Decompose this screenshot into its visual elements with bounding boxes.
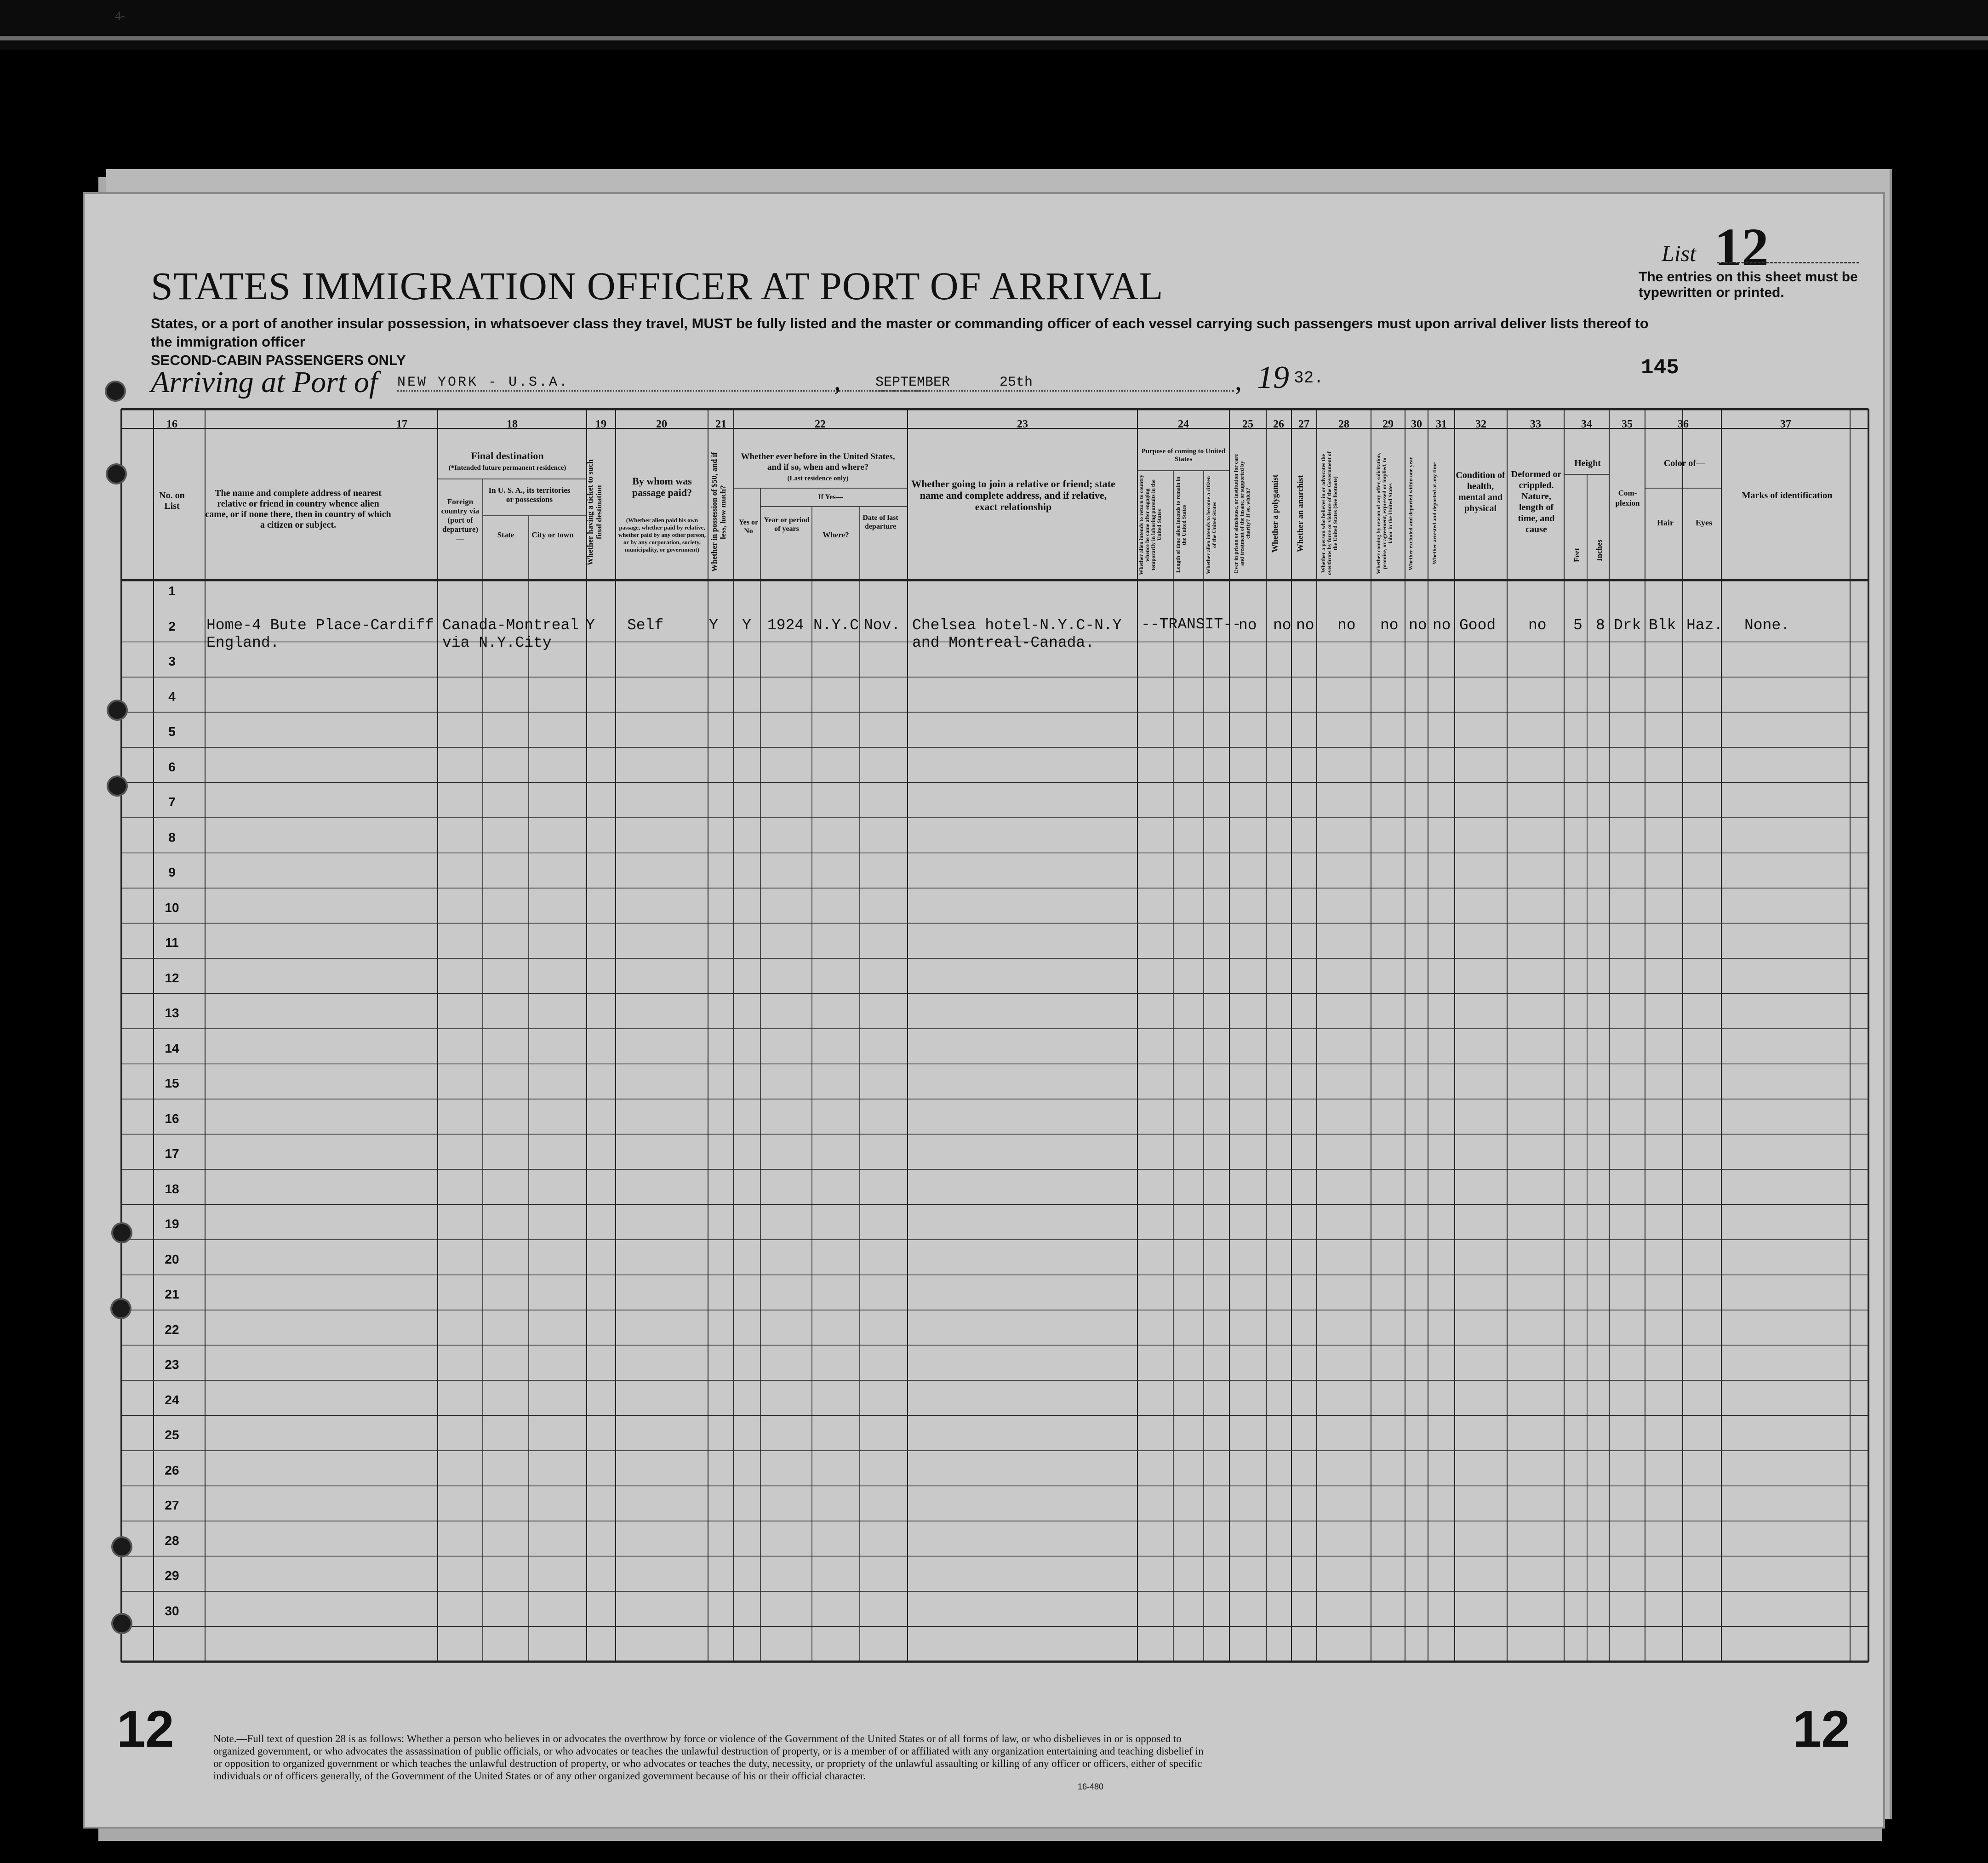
header-final-destination-sub: (*Intended future permanent residence) — [448, 464, 566, 472]
punch-hole — [107, 382, 124, 400]
column-number: 32 — [1475, 418, 1486, 430]
column-number: 22 — [815, 418, 826, 430]
header-prison: Ever in prison or almshouse, or institution for care and treatment of the insane, or supported by charity? If so, which? — [1233, 454, 1251, 573]
arriving-label: Arriving at Port of — [151, 365, 378, 399]
punch-hole — [113, 1538, 131, 1555]
header-if-yes: If Yes— — [818, 493, 843, 501]
entry-marks: None. — [1744, 617, 1790, 634]
header-health: Condition of health, mental and physical — [1456, 470, 1505, 513]
port-value: NEW YORK - U.S.A. — [397, 375, 926, 392]
column-number: 35 — [1622, 418, 1633, 430]
header-state: State — [497, 530, 514, 539]
header-no-on-list: No. on List — [159, 490, 185, 511]
header-date-departure: Date of last departure — [863, 514, 898, 530]
column-number: 36 — [1678, 418, 1689, 430]
header-where: Where? — [823, 530, 849, 539]
manifest-sheet — [83, 192, 1885, 1829]
day-value: 25th — [1000, 375, 1033, 390]
row-number: 17 — [165, 1146, 179, 1161]
entries-note: The entries on this sheet must be typewritten or printed. — [1639, 269, 1858, 300]
header-deformed: Deformed or crippled. Nature, length of time, and cause — [1511, 469, 1562, 535]
column-number: 23 — [1017, 418, 1028, 430]
entry-hair: Blk — [1649, 617, 1676, 634]
header-labor-offer: Whether coming by reason of any offer, solicitation, promise, or agreement, expressed or implied, to labor in the United States — [1375, 452, 1394, 575]
entry-deformed: no — [1528, 617, 1547, 634]
row-number: 11 — [165, 935, 179, 950]
row-number: 13 — [165, 1006, 179, 1020]
scan-top-band — [0, 0, 1988, 50]
row-number: 12 — [165, 970, 179, 985]
row-number: 14 — [165, 1041, 179, 1055]
corner-list-number-left: 12 — [117, 1700, 174, 1758]
header-overthrow: Whether a person who believes in or advocates the overthrow by force or violence of the Government of the United States (See footnote) — [1320, 451, 1338, 575]
entry-has-50: Y — [709, 617, 718, 634]
form-code: 16-480 — [1078, 1782, 1104, 1791]
header-year: Year or period of years — [764, 516, 810, 533]
entry-complexion: Drk — [1614, 617, 1641, 634]
entry-purpose: --TRANSIT-- — [1141, 616, 1241, 633]
punch-hole — [113, 1224, 131, 1242]
header-eyes: Eyes — [1696, 518, 1712, 527]
column-number: 24 — [1178, 418, 1189, 430]
row-number: 2 — [168, 619, 176, 633]
table-grid — [85, 194, 1885, 1829]
column-number: 19 — [595, 418, 606, 430]
entry-where: N.Y.C — [813, 617, 859, 634]
header-final-destination: Final destination — [471, 450, 544, 461]
row-number: 1 — [168, 584, 176, 598]
month-value: SEPTEMBER — [875, 375, 1234, 392]
header-anarchist: Whether an anarchist — [1296, 475, 1305, 552]
corner-list-number-right: 12 — [1793, 1700, 1850, 1758]
punch-hole — [112, 1300, 130, 1317]
row-number: 15 — [165, 1076, 179, 1090]
row-number: 21 — [165, 1287, 179, 1301]
footnote-question-28: Note.—Full text of question 28 is as follows: Whether a person who believes in or advocates the overthrow by force or violence of the Government of the United States or of all forms of law, or who disbelieves in or is opposed to organized government, or who advocates the assassination of public officials, or who advocates or teaches the unlawful destruction of property, or is a member of or affiliated with any organization entertaining and teaching disbelief in or opposition to organized government or which teaches the unlawful destruction of property, or who advocates or teaches the duty, necessity, or propriety of the unlawful assaulting or killing of any officer or officers, either of specific individuals or of officers generally, of the Government of the United States or of any other organized government because of his or their official character. — [213, 1733, 1204, 1782]
entry-feet: 5 — [1573, 617, 1582, 634]
column-number: 20 — [656, 418, 667, 430]
entry-relative-line2: and Montreal-Canada. — [912, 634, 1095, 651]
header-marks: Marks of identification — [1742, 490, 1833, 501]
header-join-relative: Whether going to join a relative or friend; state name and complete address, and if relative, exact relationship — [911, 478, 1115, 513]
row-number: 8 — [168, 830, 176, 844]
header-excluded: Whether excluded and deported within one year — [1407, 456, 1414, 570]
row-number: 16 — [165, 1111, 179, 1126]
column-number: 33 — [1530, 418, 1541, 430]
header-purpose: Purpose of coming to United States — [1141, 448, 1226, 463]
header-color-of: Color of— — [1663, 458, 1706, 468]
row-number: 3 — [168, 654, 176, 668]
list-number: 12 — [1714, 217, 1769, 277]
entry-health: Good — [1459, 617, 1496, 634]
header-purpose-a: Whether alien intends to return to country whence he came after engaging temporarily in laboring pursuits in the United States — [1138, 474, 1162, 575]
column-number: 25 — [1242, 418, 1253, 430]
row-number: 5 — [168, 724, 176, 739]
header-purpose-c: Whether alien intends to become a citizen of the United States — [1205, 476, 1217, 574]
comma: , — [1235, 365, 1242, 396]
column-number: 37 — [1780, 418, 1791, 430]
column-number: 26 — [1273, 418, 1284, 430]
header-city: City or town — [531, 530, 574, 539]
column-number: 27 — [1298, 418, 1309, 430]
entry-polygamist: no — [1273, 617, 1291, 634]
punch-hole — [109, 701, 126, 719]
header-complexion: Com- plexion — [1615, 489, 1640, 507]
punch-hole — [108, 465, 125, 483]
entry-ticket: Y — [586, 617, 595, 634]
header-in-usa: In U. S. A., its territories or possessions — [488, 486, 571, 504]
entry-address-line2: England. — [206, 634, 280, 651]
row-number: 29 — [165, 1568, 179, 1583]
row-number: 20 — [165, 1252, 179, 1266]
entry-year: 1924 — [767, 617, 804, 634]
column-number: 17 — [396, 418, 407, 430]
header-ever-before: Whether ever before in the United States, and if so, when and where? — [741, 452, 895, 472]
entry-overthrow: no — [1337, 617, 1356, 634]
row-number: 6 — [168, 759, 176, 774]
header-passage-paid: By whom was passage paid? — [632, 475, 692, 498]
entry-paid-by: Self — [627, 617, 664, 634]
entry-arrested: no — [1433, 617, 1451, 634]
entry-inches: 8 — [1596, 617, 1605, 634]
row-number: 26 — [165, 1463, 179, 1477]
column-number: 16 — [166, 418, 177, 430]
column-number: 18 — [507, 418, 518, 430]
entry-address-line1: Home-4 Bute Place-Cardiff — [206, 617, 434, 634]
year-prefix: 19 — [1257, 360, 1289, 395]
column-number: 21 — [715, 418, 726, 430]
column-number: 34 — [1581, 418, 1592, 430]
column-number: 30 — [1411, 418, 1422, 430]
entry-relative-line1: Chelsea hotel-N.Y.C-N.Y — [912, 617, 1122, 634]
row-number: 7 — [168, 795, 176, 809]
header-inches: Inches — [1595, 539, 1604, 561]
row-number: 28 — [165, 1533, 179, 1548]
sheet-number: 145 — [1641, 356, 1679, 380]
year-suffix: 32. — [1294, 369, 1324, 387]
entry-anarchist: no — [1296, 617, 1314, 634]
entry-before-yes: Y — [742, 617, 751, 634]
entry-foreign-line1: Canada-Montreal — [442, 617, 579, 634]
entry-date-departure: Nov. — [864, 617, 901, 634]
row-number: 24 — [165, 1392, 179, 1407]
row-number: 9 — [168, 865, 176, 879]
instruction-line-1: States, or a port of another insular possession, in whatsoever class they travel, MUST be fully listed and the master or commanding officer of each vessel carrying such passengers must upon arrival deliver lists thereof to the immigration officer — [151, 315, 1649, 350]
header-feet: Feet — [1572, 547, 1581, 562]
entry-prison: no — [1239, 617, 1257, 634]
instruction-line-2: SECOND-CABIN PASSENGERS ONLY — [151, 352, 406, 368]
header-polygamist: Whether a polygamist — [1270, 474, 1280, 553]
row-number: 10 — [165, 900, 179, 915]
column-number: 31 — [1436, 418, 1447, 430]
header-purpose-b: Length of time alien intends to remain in the United States — [1175, 477, 1187, 573]
header-ticket: Whether having a ticket to such final destination — [586, 459, 603, 565]
scan-top-line — [0, 36, 1988, 40]
header-possession-50: Whether in possession of $50, and if less, how much? — [710, 452, 727, 572]
header-passage-paid-note: (Whether alien paid his own passage, whether paid by relative, whether paid by any other person, or by any corporation, society, municipality, or government) — [618, 517, 706, 553]
punch-hole — [113, 1615, 131, 1632]
comma: , — [834, 365, 841, 396]
header-yes-no: Yes or No — [738, 518, 759, 535]
row-number: 30 — [165, 1603, 179, 1618]
entry-eyes: Haz. — [1686, 617, 1723, 634]
header-foreign-country: Foreign country via (port of departure)— — [441, 497, 480, 543]
column-number: 28 — [1338, 418, 1349, 430]
row-number: 19 — [165, 1217, 179, 1231]
row-number: 4 — [168, 689, 176, 704]
header-last-residence: (Last residence only) — [787, 475, 849, 482]
row-number: 18 — [165, 1181, 179, 1196]
header-arrested: Whether arrested and deported at any time — [1431, 462, 1438, 565]
row-number: 22 — [165, 1322, 179, 1337]
row-number: 23 — [165, 1357, 179, 1372]
column-number: 29 — [1382, 418, 1394, 430]
entry-labor-offer: no — [1380, 617, 1399, 634]
header-hair: Hair — [1657, 518, 1674, 527]
entry-excluded: no — [1409, 617, 1427, 634]
list-label: List — [1662, 240, 1697, 266]
header-height: Height — [1574, 458, 1601, 468]
fold-mark: 4- — [115, 9, 125, 23]
row-number: 25 — [165, 1428, 179, 1442]
punch-hole — [109, 777, 126, 795]
header-nearest-relative: The name and complete address of nearest relative or friend in country whence alien came, or if none there, then in country of which a citizen or subject. — [205, 488, 391, 530]
entry-foreign-line2: via N.Y.City — [442, 634, 552, 651]
row-number: 27 — [165, 1498, 179, 1512]
page-title: STATES IMMIGRATION OFFICER AT PORT OF ARRIVAL — [151, 264, 1164, 308]
